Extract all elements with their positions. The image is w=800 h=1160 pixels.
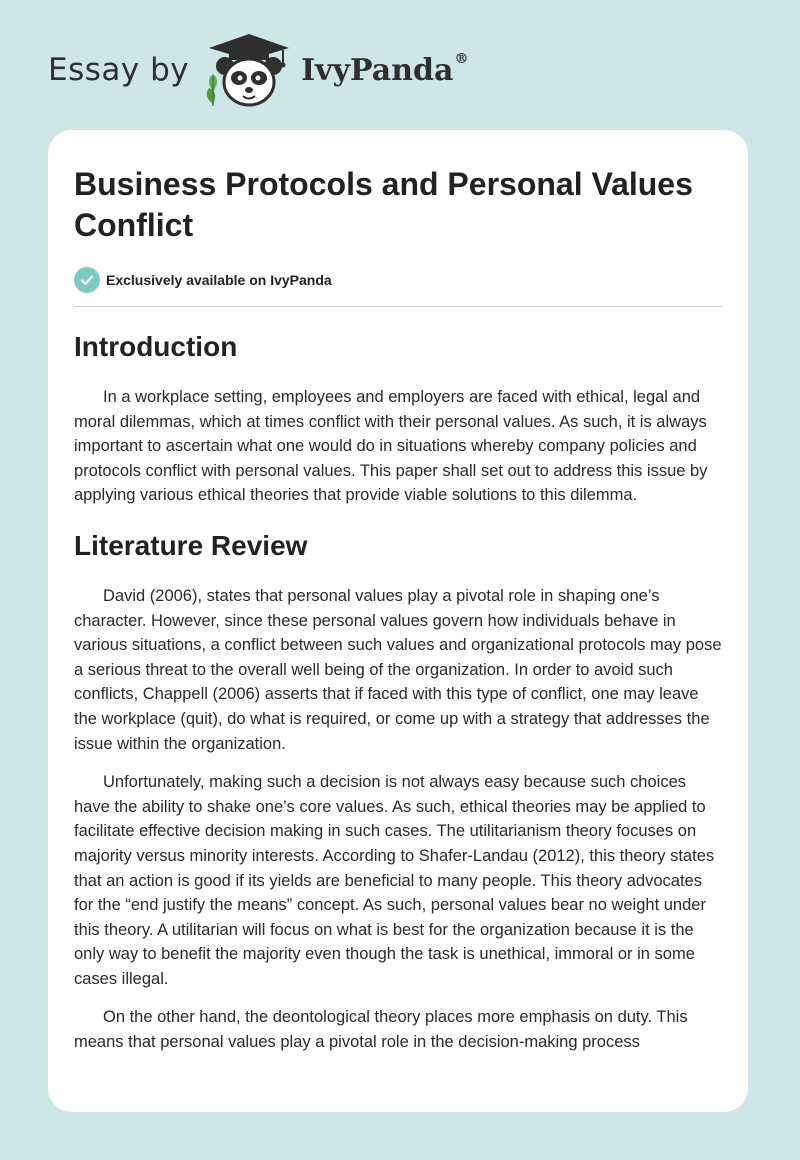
paragraph: In a workplace setting, employees and employers are faced with ethical, legal and moral dilemmas, which at times conflict with their personal values. As such, it is always important to ascertain what one would do in situations whereby company policies and protocols conflict with personal values. This paper shall set out to address this issue by applying various ethical theories that provide viable solutions to this dilemma. bbox=[74, 388, 708, 505]
essay-card bbox=[48, 130, 748, 1112]
paragraph: David (2006), states that personal values play a pivotal role in shaping one’s character. However, since these personal values govern how individuals behave in various situations, a conflict between such values and organizational protocols may pose a serious threat to the overall well being of the organization. In order to avoid such conflicts, Chappell (2006) asserts that if faced with this type of conflict, one may leave the workplace (quit), do what is required, or come up with a strategy that addresses the issue within the organization. bbox=[74, 586, 722, 753]
section-heading-literature-review: Literature Review bbox=[74, 529, 308, 561]
paragraph: On the other hand, the deontological theory places more emphasis on duty. This means that personal values play a pivotal role in the decision-making process bbox=[74, 1008, 688, 1052]
brand-name[interactable] bbox=[301, 50, 469, 88]
site-header bbox=[48, 30, 468, 110]
registered-mark: ® bbox=[454, 50, 469, 67]
essay-by-label: Essay by bbox=[48, 52, 190, 88]
exclusive-badge-label: Exclusively available on IvyPanda bbox=[106, 272, 332, 288]
ivypanda-logo-icon[interactable] bbox=[203, 30, 295, 110]
paragraph: Unfortunately, making such a decision is not always easy because such choices have the ability to shake one’s core values. As such, ethical theories may be applied to facilitate effective decision making in such cases. The utilitarianism theory focuses on majority versus minority interests. According to Shafer-Landau (2012), this theory states that an action is good if its yields are beneficial to many people. This theory advocates for the “end justify the means” concept. As such, personal values bear no weight under this theory. A utilitarian will focus on what is best for the organization because it is the only way to benefit the majority even though the task is unethical, immoral or in some cases illegal. bbox=[74, 773, 715, 988]
check-circle-icon bbox=[74, 267, 100, 293]
exclusive-badge bbox=[74, 266, 722, 294]
brand-label: IvyPanda bbox=[301, 52, 454, 88]
title-divider bbox=[74, 306, 722, 307]
section-heading-introduction: Introduction bbox=[74, 331, 238, 362]
essay-title: Business Protocols and Personal Values Conflict bbox=[74, 166, 693, 243]
